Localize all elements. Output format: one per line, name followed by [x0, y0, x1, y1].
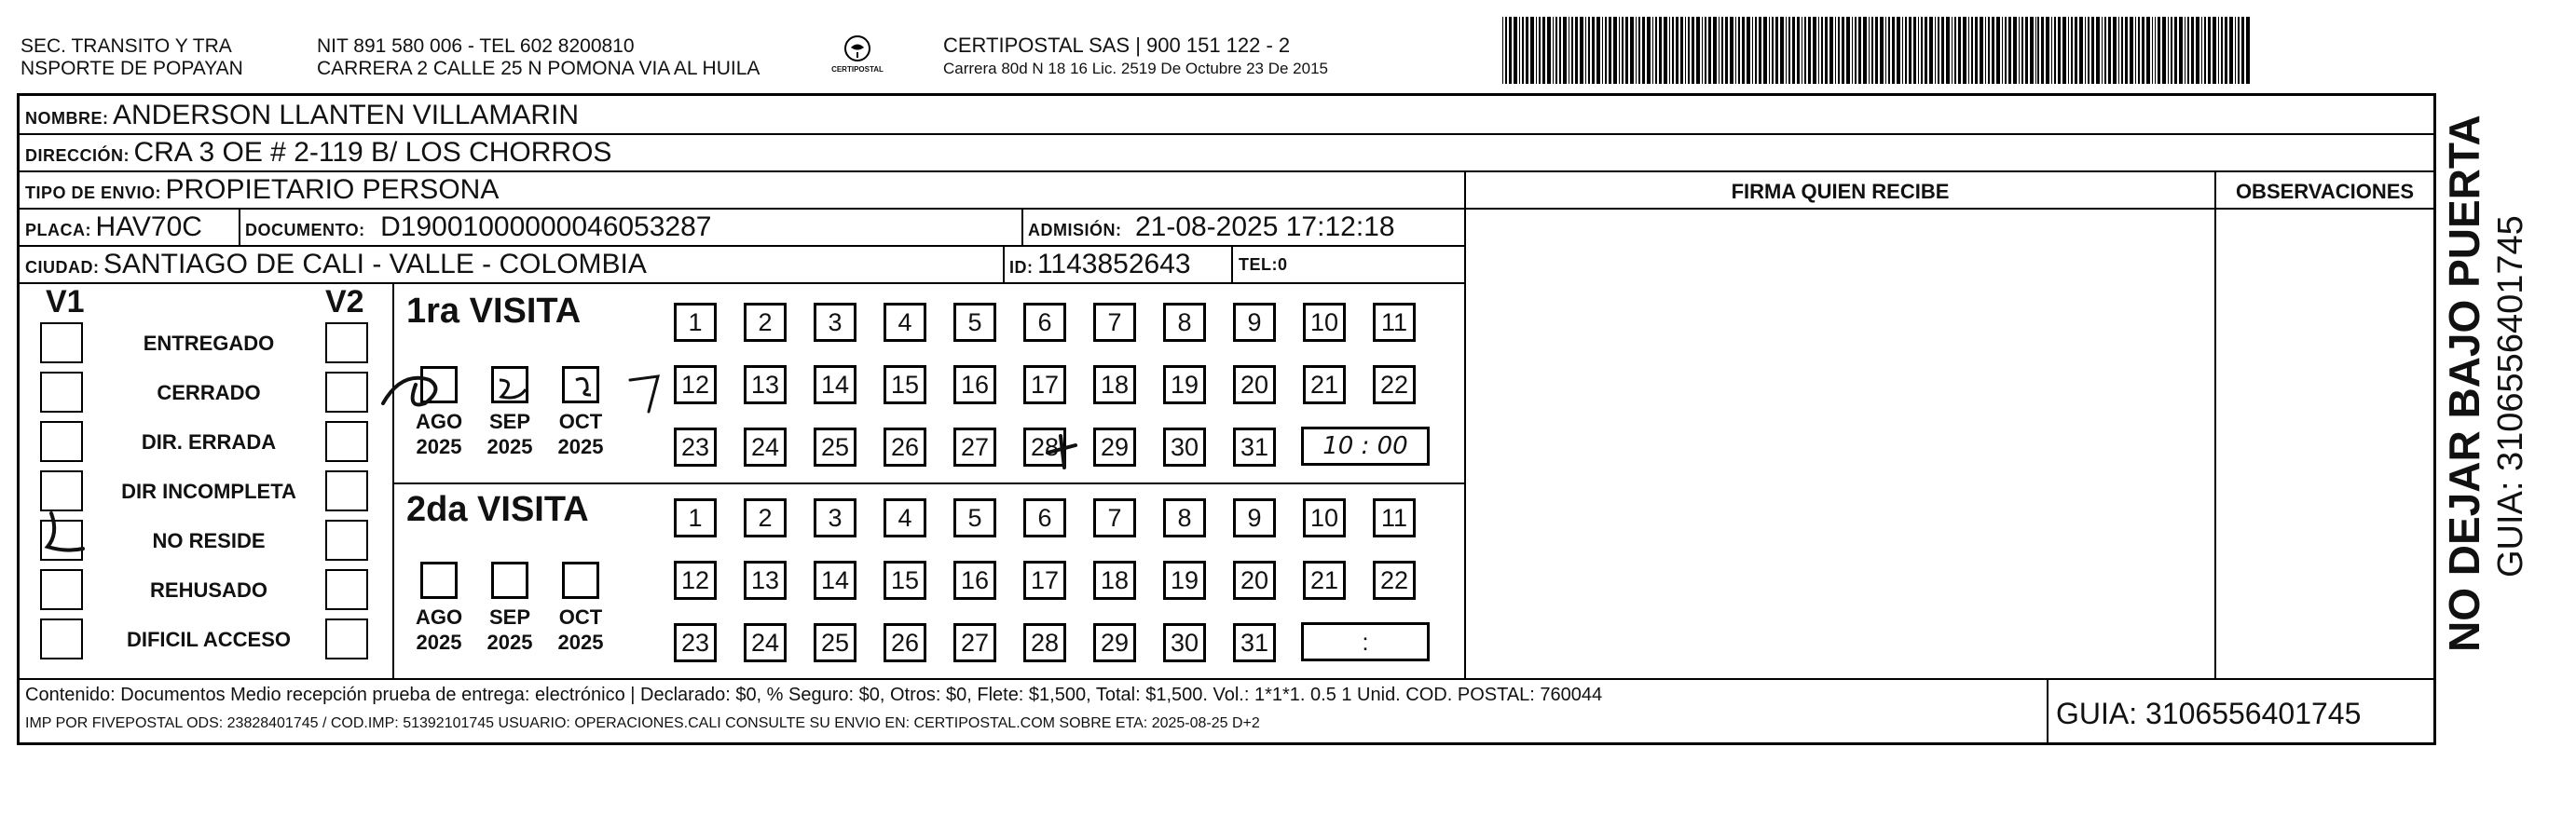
day-28-mark [1040, 427, 1087, 473]
day-box[interactable]: 11 [1373, 303, 1416, 342]
tipo-label: TIPO DE ENVIO: [25, 183, 162, 202]
company-line1: CERTIPOSTAL SAS | 900 151 122 - 2 [943, 34, 1291, 57]
v1-checkbox[interactable] [40, 372, 83, 413]
direccion-label: DIRECCIÓN: [25, 146, 130, 165]
no-dejar-bajo-puerta: NO DEJAR BAJO PUERTA [2440, 115, 2488, 652]
month-name: SEP [488, 605, 531, 629]
day-box[interactable]: 28 [1023, 428, 1066, 467]
day-box[interactable]: 2 [744, 498, 787, 537]
day-box[interactable]: 18 [1093, 365, 1136, 404]
documento-value: D19001000000046053287 [380, 211, 712, 242]
tel-value: 0 [1278, 255, 1288, 274]
day-box[interactable]: 1 [674, 498, 717, 537]
day-box[interactable]: 29 [1093, 623, 1136, 662]
month-year: 2025 [486, 631, 533, 654]
placa-cell [25, 211, 202, 249]
day-box[interactable]: 3 [814, 303, 856, 342]
day-box[interactable]: 26 [884, 428, 926, 467]
day-box[interactable]: 31 [1233, 623, 1276, 662]
month-year: 2025 [416, 435, 462, 458]
documento-cell [245, 211, 711, 249]
month-name: AGO [415, 605, 463, 629]
observaciones-header: OBSERVACIONES [2235, 180, 2415, 203]
day-box[interactable]: 9 [1233, 303, 1276, 342]
v2-checkbox[interactable] [325, 322, 368, 363]
day-box[interactable]: 27 [953, 623, 996, 662]
month-year: 2025 [416, 631, 462, 654]
ciudad-label: CIUDAD: [25, 258, 100, 277]
second-visit-title: 2da VISITA [406, 490, 589, 529]
month-year: 2025 [557, 435, 604, 458]
day-box[interactable]: 6 [1023, 498, 1066, 537]
day-box[interactable]: 7 [1093, 303, 1136, 342]
tel-label: TEL: [1239, 255, 1278, 274]
footer-imp: IMP POR FIVEPOSTAL ODS: 23828401745 / COD.IMP: 51392101745 USUARIO: OPERACIONES.CALI CONSULTE SU ENVIO EN: CERTIPOSTAL.COM SOBRE ETA: 2025-08-25 D+2 [25, 715, 1260, 731]
day-box[interactable]: 12 [674, 561, 717, 600]
day-box[interactable]: 4 [884, 303, 926, 342]
v2-checkbox[interactable] [325, 520, 368, 561]
status-label: ENTREGADO [143, 332, 275, 355]
side-guia: GUIA: 3106556401745 [2491, 215, 2530, 578]
company-block [943, 34, 1328, 80]
day-box[interactable]: 23 [674, 623, 717, 662]
month-label [477, 605, 542, 655]
day-box[interactable]: 16 [953, 561, 996, 600]
nombre-row [25, 99, 579, 137]
day-box[interactable]: 9 [1233, 498, 1276, 537]
v2-checkbox[interactable] [325, 470, 368, 511]
month-year: 2025 [557, 631, 604, 654]
ciudad-value: SANTIAGO DE CALI - VALLE - COLOMBIA [103, 249, 647, 279]
status-label: DIR. ERRADA [141, 430, 277, 454]
day-box[interactable]: 5 [953, 303, 996, 342]
day-box[interactable]: 21 [1303, 561, 1346, 600]
day-box[interactable]: 15 [884, 365, 926, 404]
day-box[interactable]: 4 [884, 498, 926, 537]
dir-errada-check-mark [38, 506, 94, 562]
month-checkbox-sep[interactable] [491, 562, 528, 599]
v1-checkbox[interactable] [40, 618, 83, 659]
day-box[interactable]: 28 [1023, 623, 1066, 662]
placa-label: PLACA: [25, 221, 91, 239]
day-box[interactable]: 17 [1023, 365, 1066, 404]
day-box[interactable]: 29 [1093, 428, 1136, 467]
documento-label: DOCUMENTO: [245, 221, 365, 239]
day-box[interactable]: 20 [1233, 561, 1276, 600]
day-box[interactable]: 3 [814, 498, 856, 537]
day-box[interactable]: 1 [674, 303, 717, 342]
nit-line1: NIT 891 580 006 - TEL 602 8200810 [317, 35, 635, 57]
status-label: DIFICIL ACCESO [126, 628, 291, 651]
day-box[interactable]: 17 [1023, 561, 1066, 600]
month-name: SEP [488, 410, 531, 433]
admision-cell [1028, 211, 1395, 249]
placa-value: HAV70C [95, 211, 202, 242]
day-box[interactable]: 25 [814, 428, 856, 467]
v2-label: V2 [325, 284, 364, 319]
footer-guia: GUIA: 3106556401745 [2056, 697, 2362, 730]
day-box[interactable]: 30 [1163, 428, 1206, 467]
day-box[interactable]: 30 [1163, 623, 1206, 662]
day-box[interactable]: 26 [884, 623, 926, 662]
day-box[interactable]: 31 [1233, 428, 1276, 467]
v2-checkbox[interactable] [325, 569, 368, 610]
day-box[interactable]: 8 [1163, 303, 1206, 342]
id-label: ID: [1009, 258, 1034, 277]
day-box[interactable]: 22 [1373, 365, 1416, 404]
admision-label: ADMISIÓN: [1028, 221, 1122, 239]
observations-area[interactable] [2217, 210, 2432, 675]
day-box[interactable]: 14 [814, 365, 856, 404]
firma-header: FIRMA QUIEN RECIBE [1731, 180, 1950, 203]
signature-area[interactable] [1467, 210, 2213, 675]
nit-line2: CARRERA 2 CALLE 25 N POMONA VIA AL HUILA [317, 58, 760, 79]
day-box[interactable]: 19 [1163, 365, 1206, 404]
month-year: 2025 [486, 435, 533, 458]
v1-label: V1 [46, 284, 85, 319]
day-box[interactable]: 16 [953, 365, 996, 404]
day-box[interactable]: 22 [1373, 561, 1416, 600]
day-box[interactable]: 2 [744, 303, 787, 342]
tipo-value: PROPIETARIO PERSONA [165, 174, 500, 205]
company-line2: Carrera 80d N 18 16 Lic. 2519 De Octubre 23 De 2015 [943, 60, 1328, 77]
first-visit-title: 1ra VISITA [406, 292, 582, 331]
ciudad-cell [25, 248, 647, 286]
v2-checkbox[interactable] [325, 421, 368, 462]
day-box[interactable]: 15 [884, 561, 926, 600]
nit-block [317, 35, 760, 80]
day-box[interactable]: 27 [953, 428, 996, 467]
direccion-value: CRA 3 OE # 2-119 B/ LOS CHORROS [133, 137, 612, 168]
status-label: CERRADO [157, 381, 261, 404]
day-box[interactable]: 6 [1023, 303, 1066, 342]
day-box[interactable]: 21 [1303, 365, 1346, 404]
month-checkbox-oct[interactable] [562, 562, 599, 599]
status-label: NO RESIDE [152, 529, 266, 552]
status-label: REHUSADO [150, 578, 267, 602]
nombre-label: NOMBRE: [25, 109, 109, 128]
certipostal-logo [820, 30, 895, 86]
day-box[interactable]: 12 [674, 365, 717, 404]
month-name: OCT [558, 410, 603, 433]
barcode [1502, 17, 2252, 84]
day-box[interactable]: 24 [744, 623, 787, 662]
tipo-row [25, 173, 499, 211]
day-box[interactable]: 13 [744, 561, 787, 600]
day-box[interactable]: 24 [744, 428, 787, 467]
id-cell [1009, 248, 1191, 286]
admision-value: 21-08-2025 17:12:18 [1134, 211, 1395, 242]
direccion-row [25, 136, 611, 174]
day-box[interactable]: 14 [814, 561, 856, 600]
month-name: AGO [415, 410, 463, 433]
delivery-form [17, 93, 2436, 745]
footer-content: Contenido: Documentos Medio recepción prueba de entrega: electrónico | Declarado: $0, % Seguro: $0, Otros: $0, Flete: $1,500, Total: $1,500. Vol.: 1*1*1. 0.5 1 Unid. COD. POSTAL: 760044 [25, 685, 1603, 705]
nombre-value: ANDERSON LLANTEN VILLAMARIN [112, 100, 580, 130]
day-box[interactable]: 5 [953, 498, 996, 537]
second-visit-time[interactable]: : [1301, 622, 1430, 661]
first-visit-month-scribble [378, 352, 686, 417]
day-box[interactable]: 11 [1373, 498, 1416, 537]
day-box[interactable]: 7 [1093, 498, 1136, 537]
tel-cell [1239, 248, 1288, 283]
id-value: 1143852643 [1036, 249, 1191, 279]
logo-text: CERTIPOSTAL [831, 65, 884, 74]
month-label [548, 605, 613, 655]
day-box[interactable]: 20 [1233, 365, 1276, 404]
day-box[interactable]: 19 [1163, 561, 1206, 600]
day-box[interactable]: 25 [814, 623, 856, 662]
day-box[interactable]: 13 [744, 365, 787, 404]
v1-checkbox[interactable] [40, 569, 83, 610]
month-label [406, 605, 472, 655]
sender-line1: SEC. TRANSITO Y TRA [21, 35, 232, 57]
day-box[interactable]: 8 [1163, 498, 1206, 537]
day-box[interactable]: 23 [674, 428, 717, 467]
day-box[interactable]: 18 [1093, 561, 1136, 600]
v1-checkbox[interactable] [40, 421, 83, 462]
v1-checkbox[interactable] [40, 322, 83, 363]
day-box[interactable]: 10 [1303, 303, 1346, 342]
first-visit-time[interactable]: 10 : 00 [1301, 427, 1430, 466]
v2-checkbox[interactable] [325, 372, 368, 413]
month-name: OCT [558, 605, 603, 629]
day-box[interactable]: 10 [1303, 498, 1346, 537]
sender-block [21, 35, 243, 80]
sender-line2: NSPORTE DE POPAYAN [21, 58, 243, 79]
month-checkbox-ago[interactable] [420, 562, 458, 599]
v2-checkbox[interactable] [325, 618, 368, 659]
status-label: DIR INCOMPLETA [121, 480, 296, 503]
